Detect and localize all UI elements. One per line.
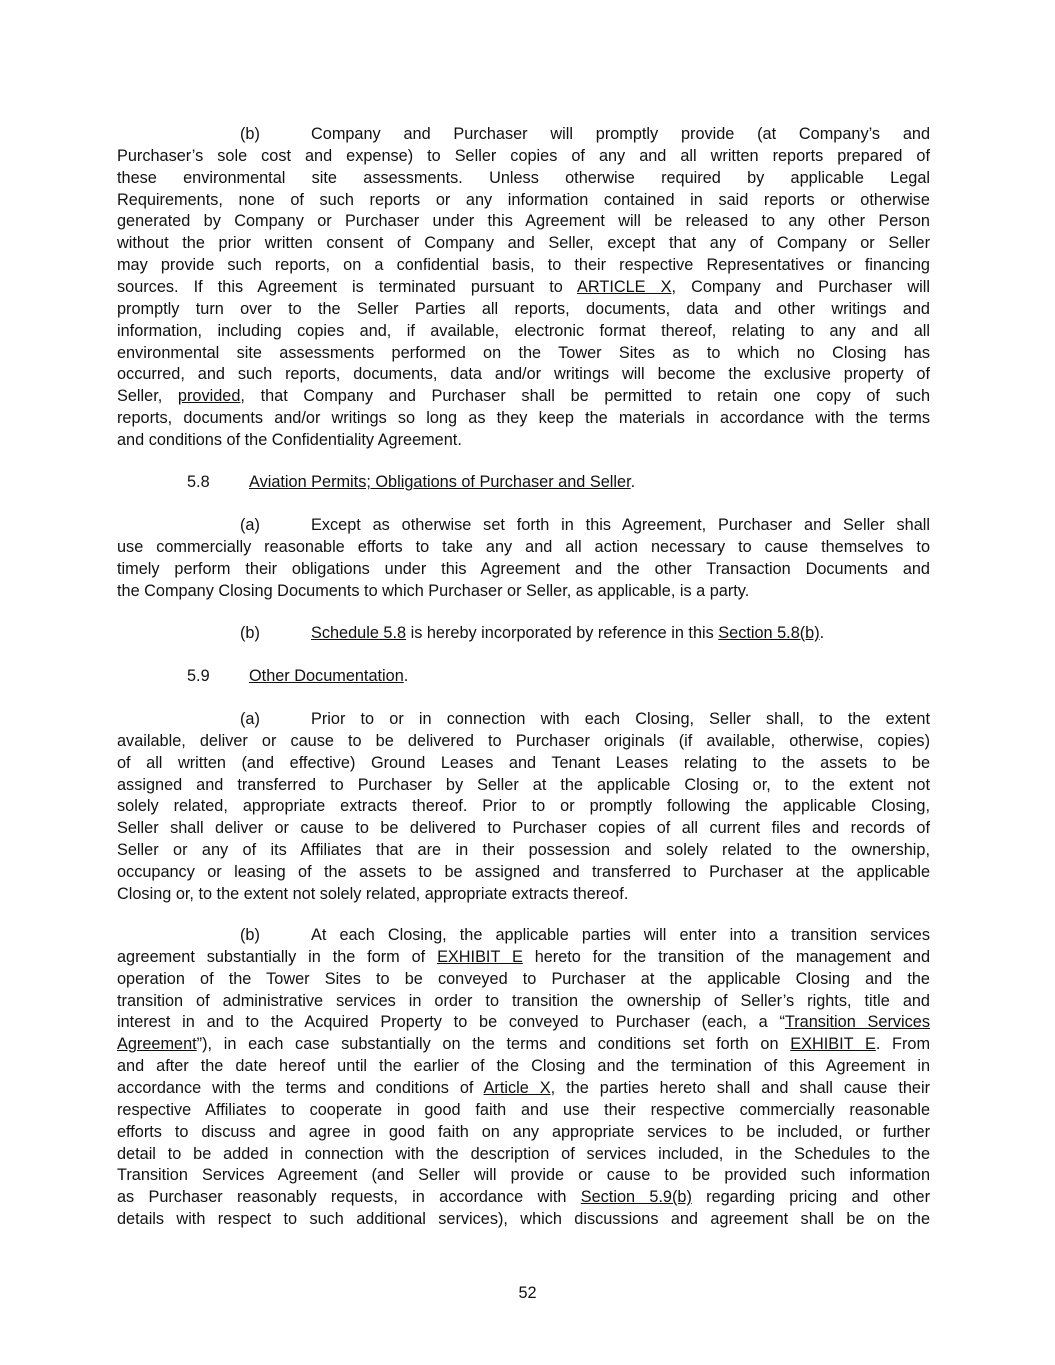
text-run: and after the date hereof until the earlier of the Closing and the termination of this Agreement in [117,1057,930,1076]
text-run: Requirements, none of such reports or any information contained in said reports or otherwise [117,190,930,209]
text-line [117,925,930,947]
text-line [117,581,930,603]
text-run: these environmental site assessments. Unless otherwise required by applicable Legal [117,168,930,187]
text-run: the Company Closing Documents to which Purchaser or Seller, as applicable, is a party. [117,581,750,600]
text-run: regarding pricing and other [691,1188,930,1207]
section-number: 5.9 [187,667,210,685]
text-line [117,1100,930,1122]
cross-reference-link[interactable]: EXHIBIT E [437,947,523,966]
cross-reference-link[interactable]: Schedule 5.8 [311,624,407,642]
text-line [117,1056,930,1078]
text-line [117,840,930,862]
cross-reference-link[interactable]: ARTICLE X [577,278,672,297]
text-run: Transition Services Agreement (and Seller will provide or cause to be provided such information [117,1166,930,1185]
text-run: reports, documents and/or writings so long as they keep the materials in accordance with the terms [117,409,930,428]
text-run: available, deliver or cause to be delivered to Purchaser originals (if available, otherwise, copies) [117,731,930,750]
cross-reference-link[interactable]: Aviation Permits; Obligations of Purchaser and Seller [249,473,631,491]
text-run: detail to be added in connection with the description of services included, in the Schedules to the [117,1144,930,1163]
heading-line [117,472,930,494]
text-run: Closing or, to the extent not solely related, appropriate extracts thereof. [117,884,629,903]
text-line [117,775,930,797]
cross-reference-link[interactable]: EXHIBIT E [790,1035,876,1054]
text-line [117,818,930,840]
paragraph-5-7-b [117,124,930,452]
text-line [117,623,930,645]
text-line [117,321,930,343]
section-heading-5-9 [117,666,930,688]
text-line [117,1012,930,1034]
text-run: , that Company and Purchaser shall be permitted to retain one copy of such [240,387,931,406]
text-line [117,1187,930,1209]
subsection-label: (b) [240,125,260,143]
text-run: promptly turn over to the Seller Parties all reports, documents, data and other writings and [117,299,930,318]
paragraph-5-9-a [117,709,930,906]
text-line [117,1209,930,1231]
text-run: , Company and Purchaser will [671,278,930,297]
paragraph-5-9-b [117,925,930,1231]
text-line [117,146,930,168]
text-run: as Purchaser reasonably requests, in accordance with [117,1188,581,1207]
subsection-label: (b) [240,926,260,944]
text-run: Seller or any of its Affiliates that are in their possession and solely related to the ownership, [117,841,930,860]
section-number: 5.8 [187,473,210,491]
text-line [117,1078,930,1100]
text-line [117,1144,930,1166]
text-line [117,559,930,581]
text-line [117,190,930,212]
text-line [117,408,930,430]
text-run: operation of the Tower Sites to be conveyed to Purchaser at the applicable Closing and the [117,969,930,988]
text-run: of all written (and effective) Ground Leases and Tenant Leases relating to the assets to be [117,753,930,772]
text-line [117,233,930,255]
text-run: transition of administrative services in order to transition the ownership of Seller’s rights, title and [117,991,930,1010]
text-run: is hereby incorporated by reference in this [406,624,719,642]
text-run: . [630,473,636,491]
cross-reference-link[interactable]: Other Documentation [249,667,404,685]
text-line [117,537,930,559]
text-run: . [403,667,409,685]
cross-reference-link[interactable]: Article X [483,1079,551,1098]
text-line [117,343,930,365]
text-line [117,211,930,233]
text-run: solely related, appropriate extracts thereof. Prior to or promptly following the applicable Closing, [117,797,930,816]
paragraph-5-8-a [117,515,930,602]
cross-reference-link[interactable]: provided [177,387,241,406]
text-run: details with respect to such additional services), which discussions and agreement shall be on the [117,1210,930,1229]
text-line [117,731,930,753]
text-run: Seller, [117,387,178,406]
text-line [117,991,930,1013]
cross-reference-link[interactable]: Section 5.9(b) [580,1188,692,1207]
cross-reference-link[interactable]: Agreement [117,1035,197,1054]
text-line [117,299,930,321]
text-run: hereto for the transition of the management and [522,947,930,966]
text-line [117,796,930,818]
text-run: ”), in each case substantially on the terms and conditions set forth on [196,1035,791,1054]
text-run: , the parties hereto shall and shall cause their [550,1079,930,1098]
heading-line [117,666,930,688]
text-line [117,1165,930,1187]
text-line [117,969,930,991]
page-number: 52 [518,1284,537,1302]
text-run: Company and Purchaser will promptly provide (at Company’s and [311,125,930,143]
text-line [117,515,930,537]
cross-reference-link[interactable]: Section 5.8(b) [718,624,820,642]
subsection-label: (a) [240,710,260,728]
text-run: At each Closing, the applicable parties will enter into a transition services [311,926,930,944]
text-line [117,1034,930,1056]
text-run: sources. If this Agreement is terminated pursuant to [117,278,578,297]
text-run: assigned and transferred to Purchaser by Seller at the applicable Closing or, to the extent not [117,775,930,794]
text-line [117,124,930,146]
text-run: agreement substantially in the form of [117,947,438,966]
text-run: without the prior written consent of Company and Seller, except that any of Company or Seller [117,234,930,253]
text-run: . [819,624,825,642]
cross-reference-link[interactable]: Transition Services [784,1013,930,1032]
text-run: Prior to or in connection with each Closing, Seller shall, to the extent [311,710,930,728]
text-line [117,1122,930,1144]
text-run: use commercially reasonable efforts to take any and all action necessary to cause themselves to [117,537,930,556]
text-line [117,862,930,884]
text-run: timely perform their obligations under this Agreement and the other Transaction Documents and [117,559,930,578]
subsection-label: (b) [240,624,260,642]
text-run: Purchaser’s sole cost and expense) to Seller copies of any and all written reports prepared of [117,146,930,165]
section-heading-5-8 [117,472,930,494]
text-run: efforts to discuss and agree in good faith on any appropriate services to be included, or further [117,1122,930,1141]
subsection-label: (a) [240,516,260,534]
text-line [117,168,930,190]
text-line [117,430,930,452]
text-line [117,364,930,386]
text-line [117,255,930,277]
text-run: Except as otherwise set forth in this Agreement, Purchaser and Seller shall [311,516,930,534]
text-run: generated by Company or Purchaser under this Agreement will be released to any other Person [117,212,930,231]
text-run: occurred, and such reports, documents, data and/or writings will become the exclusive property of [117,365,930,384]
text-line [117,386,930,408]
text-line [117,884,930,906]
text-run: and conditions of the Confidentiality Agreement. [117,431,462,450]
text-run: information, including copies and, if available, electronic format thereof, relating to any and all [117,321,930,340]
text-line [117,709,930,731]
text-run: respective Affiliates to cooperate in good faith and use their respective commercially reasonable [117,1100,930,1119]
text-run: occupancy or leasing of the assets to be assigned and transferred to Purchaser at the applicable [117,863,930,882]
text-run: environmental site assessments performed on the Tower Sites as to which no Closing has [117,343,930,362]
text-run: accordance with the terms and conditions of [117,1079,484,1098]
text-line [117,753,930,775]
text-run: . From [875,1035,931,1054]
text-run: Seller shall deliver or cause to be delivered to Purchaser copies of all current files and records of [117,819,930,838]
paragraph-5-8-b [117,623,930,645]
text-line [117,277,930,299]
text-line [117,947,930,969]
text-run: interest in and to the Acquired Property to be conveyed to Purchaser (each, a “ [117,1013,785,1032]
text-run: may provide such reports, on a confidential basis, to their respective Representatives or financing [117,256,930,275]
